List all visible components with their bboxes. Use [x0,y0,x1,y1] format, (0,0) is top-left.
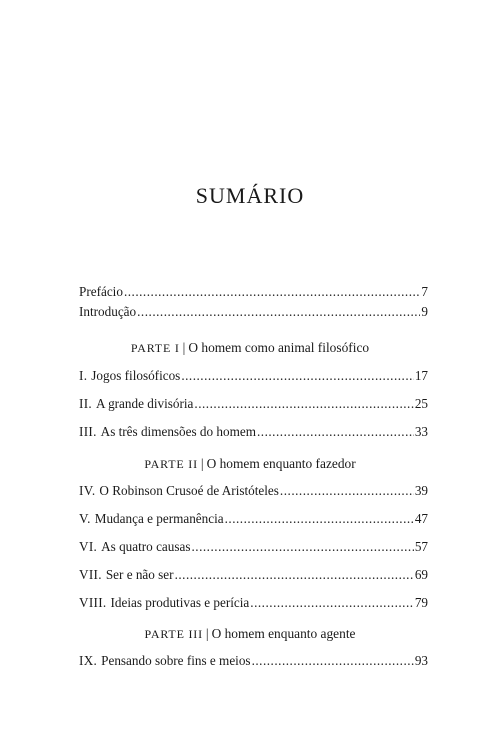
chapter-number: VII. [79,567,102,582]
chapter-number: III. [79,424,97,439]
toc-entry-chapter-5 [79,511,428,527]
toc-leader-dots [175,567,414,583]
toc-page-number: 9 [421,304,428,319]
toc-entry-label: Pensando sobre fins e meios [101,653,251,668]
toc-page-number: 47 [414,511,428,526]
part-heading-3 [0,626,500,642]
toc-leader-dots [257,424,414,440]
chapter-number: VI. [79,539,98,554]
toc-leader-dots [280,483,414,499]
toc-page-number: 69 [414,567,428,582]
page-title: SUMÁRIO [195,183,305,208]
toc-entry-chapter-2 [79,396,428,412]
toc-entry-label: As três dimensões do homem [100,424,256,439]
part-label: PARTE I [130,341,180,355]
toc-page-number: 57 [414,539,428,554]
toc-entry-chapter-9 [79,653,428,669]
toc-entry-chapter-8 [79,595,428,611]
part-title: O homem enquanto agente [211,626,356,641]
part-title: O homem enquanto fazedor [206,456,356,471]
chapter-number: II. [79,396,92,411]
toc-page-number: 25 [414,396,428,411]
part-heading-2 [0,456,500,472]
toc-leader-dots [191,539,413,555]
part-label: PARTE II [144,457,198,471]
toc-leader-dots [137,304,420,320]
toc-page-number: 79 [414,595,428,610]
toc-leader-dots [124,284,420,300]
part-separator: | [200,456,204,471]
chapter-number: IX. [79,653,98,668]
toc-entry-label: Jogos filosóficos [91,368,181,383]
toc-entry-chapter-1 [79,368,428,384]
part-separator: | [205,626,209,641]
toc-entry-label: Introdução [79,304,137,319]
chapter-number: I. [79,368,88,383]
toc-leader-dots [252,653,414,669]
part-label: PARTE III [144,627,203,641]
toc-entry-introducao [79,304,428,320]
toc-page-number: 93 [414,653,428,668]
toc-entry-prefacio [79,284,428,300]
toc-leader-dots [181,368,414,384]
toc-page-number: 33 [414,424,428,439]
chapter-number: VIII. [79,595,107,610]
part-separator: | [182,340,186,355]
toc-leader-dots [250,595,414,611]
toc-entry-label: A grande divisória [95,396,194,411]
toc-entry-chapter-7 [79,567,428,583]
toc-entry-label: Mudança e permanência [94,511,224,526]
toc-entry-label: Ser e não ser [105,567,174,582]
toc-entry-chapter-6 [79,539,428,555]
chapter-number: IV. [79,483,96,498]
toc-entry-label: Prefácio [79,284,123,299]
toc-leader-dots [194,396,413,412]
toc-page-number: 7 [421,284,428,299]
toc-entry-chapter-3 [79,424,428,440]
part-title: O homem como animal filosófico [188,340,370,355]
toc-page-number: 17 [414,368,428,383]
toc-entry-chapter-4 [79,483,428,499]
toc-entry-label: As quatro causas [101,539,191,554]
part-heading-1 [0,340,500,356]
toc-entry-label: O Robinson Crusoé de Aristóteles [99,483,279,498]
toc-entry-label: Ideias produtivas e perícia [110,595,250,610]
toc-leader-dots [225,511,414,527]
chapter-number: V. [79,511,91,526]
toc-page-number: 39 [414,483,428,498]
